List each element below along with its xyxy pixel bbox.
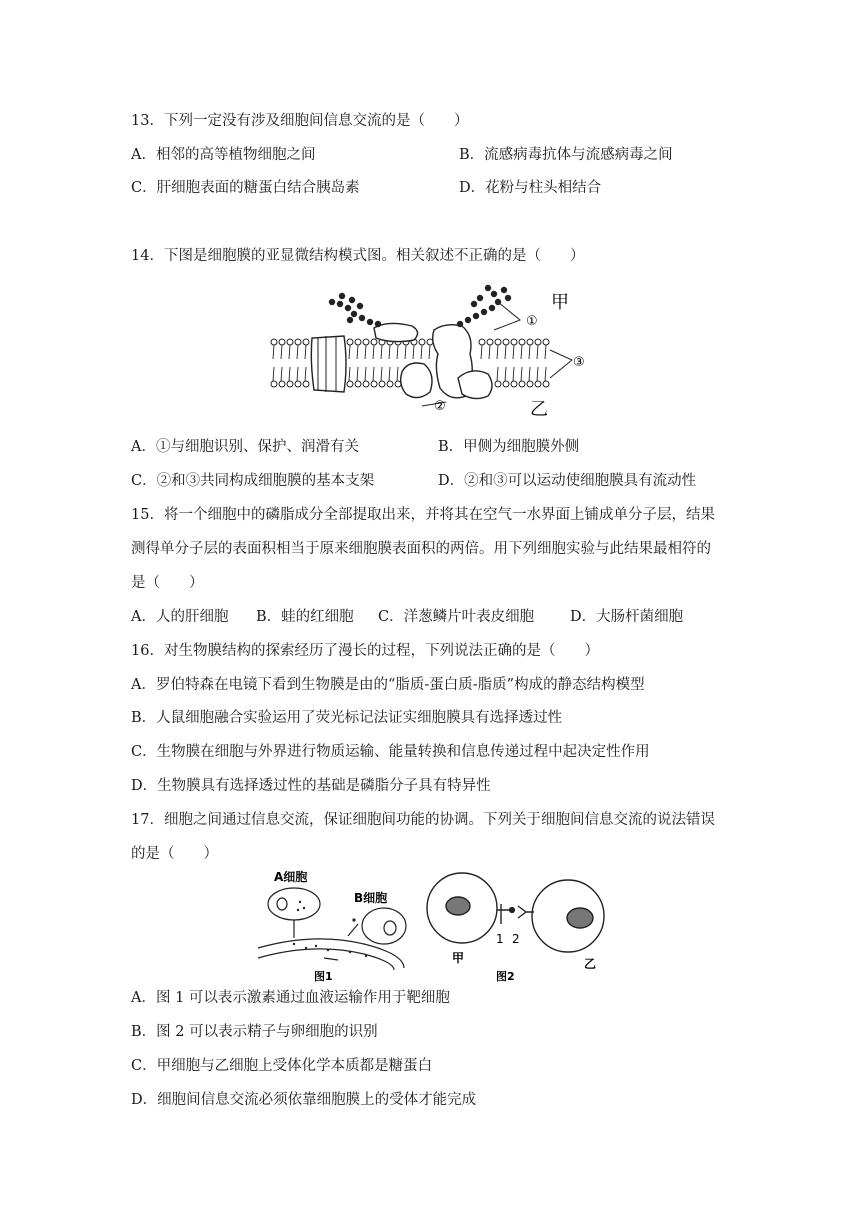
q15-option-d[interactable]: D．大肠杆菌细胞 bbox=[570, 609, 684, 625]
label-2: ② bbox=[434, 399, 446, 414]
q14-option-a[interactable]: A．①与细胞识别、保护、润滑有关 bbox=[131, 439, 359, 455]
q16-option-a[interactable]: A．罗伯特森在电镜下看到生物膜是由的“脂质-蛋白质-脂质”构成的静态结构模型 bbox=[131, 677, 645, 693]
q15-option-b[interactable]: B．蛙的红细胞 bbox=[256, 609, 354, 625]
yi-label: 乙 bbox=[584, 957, 597, 971]
q15-option-c[interactable]: C．洋葱鳞片叶表皮细胞 bbox=[378, 609, 535, 625]
label-jia: 甲 bbox=[551, 292, 569, 313]
q16-stem: 16．对生物膜结构的探索经历了漫长的过程，下列说法正确的是（ ） bbox=[131, 643, 599, 659]
q14-option-c[interactable]: C．②和③共同构成细胞膜的基本支架 bbox=[131, 473, 375, 489]
q17-option-b[interactable]: B．图 2 可以表示精子与卵细胞的识别 bbox=[131, 1024, 378, 1040]
q17-option-a[interactable]: A．图 1 可以表示激素通过血液运输作用于靶细胞 bbox=[131, 990, 450, 1006]
fig1-label: 图1 bbox=[314, 970, 333, 983]
label-1: ① bbox=[526, 314, 538, 329]
q17-option-c[interactable]: C．甲细胞与乙细胞上受体化学本质都是糖蛋白 bbox=[131, 1058, 433, 1074]
q17-stem-line1: 17．细胞之间通过信息交流，保证细胞间功能的协调。下列关于细胞间信息交流的说法错误 bbox=[131, 812, 715, 828]
q15-stem-line1: 15．将一个细胞中的磷脂成分全部提取出来，并将其在空气一水界面上铺成单分子层，结果 bbox=[131, 507, 715, 523]
jia-label: 甲 bbox=[452, 951, 465, 965]
q14-option-b[interactable]: B．甲侧为细胞膜外侧 bbox=[438, 439, 580, 455]
q13-option-d[interactable]: D．花粉与柱头相结合 bbox=[459, 180, 602, 196]
q14-option-d[interactable]: D．②和③可以运动使细胞膜具有流动性 bbox=[438, 473, 697, 489]
cell-b-label: B细胞 bbox=[354, 891, 388, 905]
cell-membrane-figure bbox=[262, 280, 612, 420]
label-3: ③ bbox=[573, 355, 585, 370]
cell-a-label: A细胞 bbox=[274, 870, 308, 884]
q16-option-d[interactable]: D．生物膜具有选择透过性的基础是磷脂分子具有特异性 bbox=[131, 778, 491, 794]
q13-option-b[interactable]: B．流感病毒抗体与流感病毒之间 bbox=[459, 147, 673, 163]
q17-stem-line2: 的是（ ） bbox=[131, 846, 218, 862]
yi-cell-nucleus bbox=[567, 908, 593, 928]
marker-2: 2 bbox=[512, 932, 520, 946]
q17-option-d[interactable]: D．细胞间信息交流必须依靠细胞膜上的受体才能完成 bbox=[131, 1092, 477, 1108]
q14-stem: 14．下图是细胞膜的亚显微结构模式图。相关叙述不正确的是（ ） bbox=[131, 248, 585, 264]
glycoprotein-chains bbox=[329, 285, 511, 327]
q13-option-a[interactable]: A．相邻的高等植物细胞之间 bbox=[131, 147, 316, 163]
q15-stem-line3: 是（ ） bbox=[131, 575, 204, 591]
q15-stem-line2: 测得单分子层的表面积相当于原来细胞膜表面积的两倍。用下列细胞实验与此结果最相符的 bbox=[131, 541, 711, 557]
cell-signaling-figure bbox=[254, 866, 610, 984]
membrane-proteins bbox=[311, 323, 492, 398]
marker-1: 1 bbox=[496, 932, 504, 946]
label-yi: 乙 bbox=[530, 399, 548, 420]
q13-stem: 13．下列一定没有涉及细胞间信息交流的是（ ） bbox=[131, 113, 469, 129]
q16-option-c[interactable]: C．生物膜在细胞与外界进行物质运输、能量转换和信息传递过程中起决定性作用 bbox=[131, 744, 650, 760]
a-cell-nucleus bbox=[277, 898, 287, 910]
q16-option-b[interactable]: B．人鼠细胞融合实验运用了荧光标记法证实细胞膜具有选择透过性 bbox=[131, 710, 563, 726]
b-cell-nucleus bbox=[384, 921, 396, 935]
q13-option-c[interactable]: C．肝细胞表面的糖蛋白结合胰岛素 bbox=[131, 180, 360, 196]
jia-cell-nucleus bbox=[446, 897, 470, 915]
fig2-label: 图2 bbox=[496, 970, 515, 983]
q15-option-a[interactable]: A．人的肝细胞 bbox=[131, 609, 229, 625]
